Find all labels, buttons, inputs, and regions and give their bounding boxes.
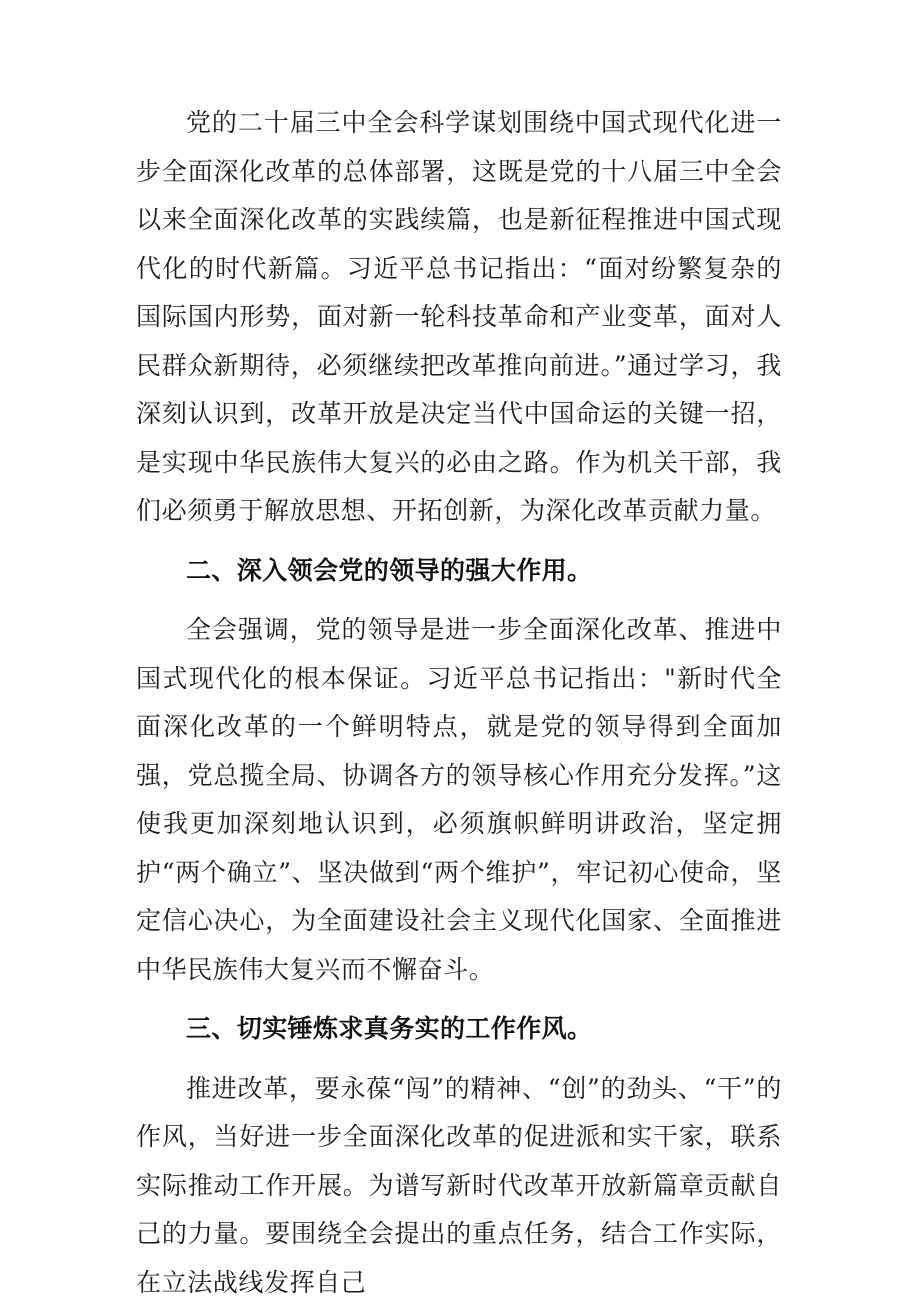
document-body [136, 99, 782, 1307]
section-heading-3: 三、切实锤炼求真务实的工作作风。 [136, 1005, 782, 1054]
paragraph-intro: 党的二十届三中全会科学谋划围绕中国式现代化进一步全面深化改革的总体部署，这既是党的十八届三中全会以来全面深化改革的实践续篇，也是新征程推进中国式现代化的时代新篇。习近平总书记指出：“面对纷繁复杂的国际国内形势，面对新一轮科技革命和产业变革，面对人民群众新期待，必须继续把改革推向前进。”通过学习，我深刻认识到，改革开放是决定当代中国命运的关键一招，是实现中华民族伟大复兴的必由之路。作为机关干部，我们必须勇于解放思想、开拓创新，为深化改革贡献力量。 [136, 99, 782, 536]
paragraph-section-3: 推进改革，要永葆“闯”的精神、“创”的劲头、“干”的作风，当好进一步全面深化改革的促进派和实干家，联系实际推动工作开展。为谱写新时代改革开放新篇章贡献自己的力量。要围绕全会提出的重点任务，结合工作实际，在立法战线发挥自己 [136, 1065, 782, 1307]
section-heading-2: 二、深入领会党的领导的强大作用。 [136, 547, 782, 596]
paragraph-section-2: 全会强调，党的领导是进一步全面深化改革、推进中国式现代化的根本保证。习近平总书记指出："新时代全面深化改革的一个鲜明特点，就是党的领导得到全面加强，党总揽全局、协调各方的领导核心作用充分发挥。”这使我更加深刻地认识到，必须旗帜鲜明讲政治，坚定拥护“两个确立”、坚决做到“两个维护”，牢记初心使命，坚定信心决心，为全面建设社会主义现代化国家、全面推进中华民族伟大复兴而不懈奋斗。 [136, 606, 782, 994]
